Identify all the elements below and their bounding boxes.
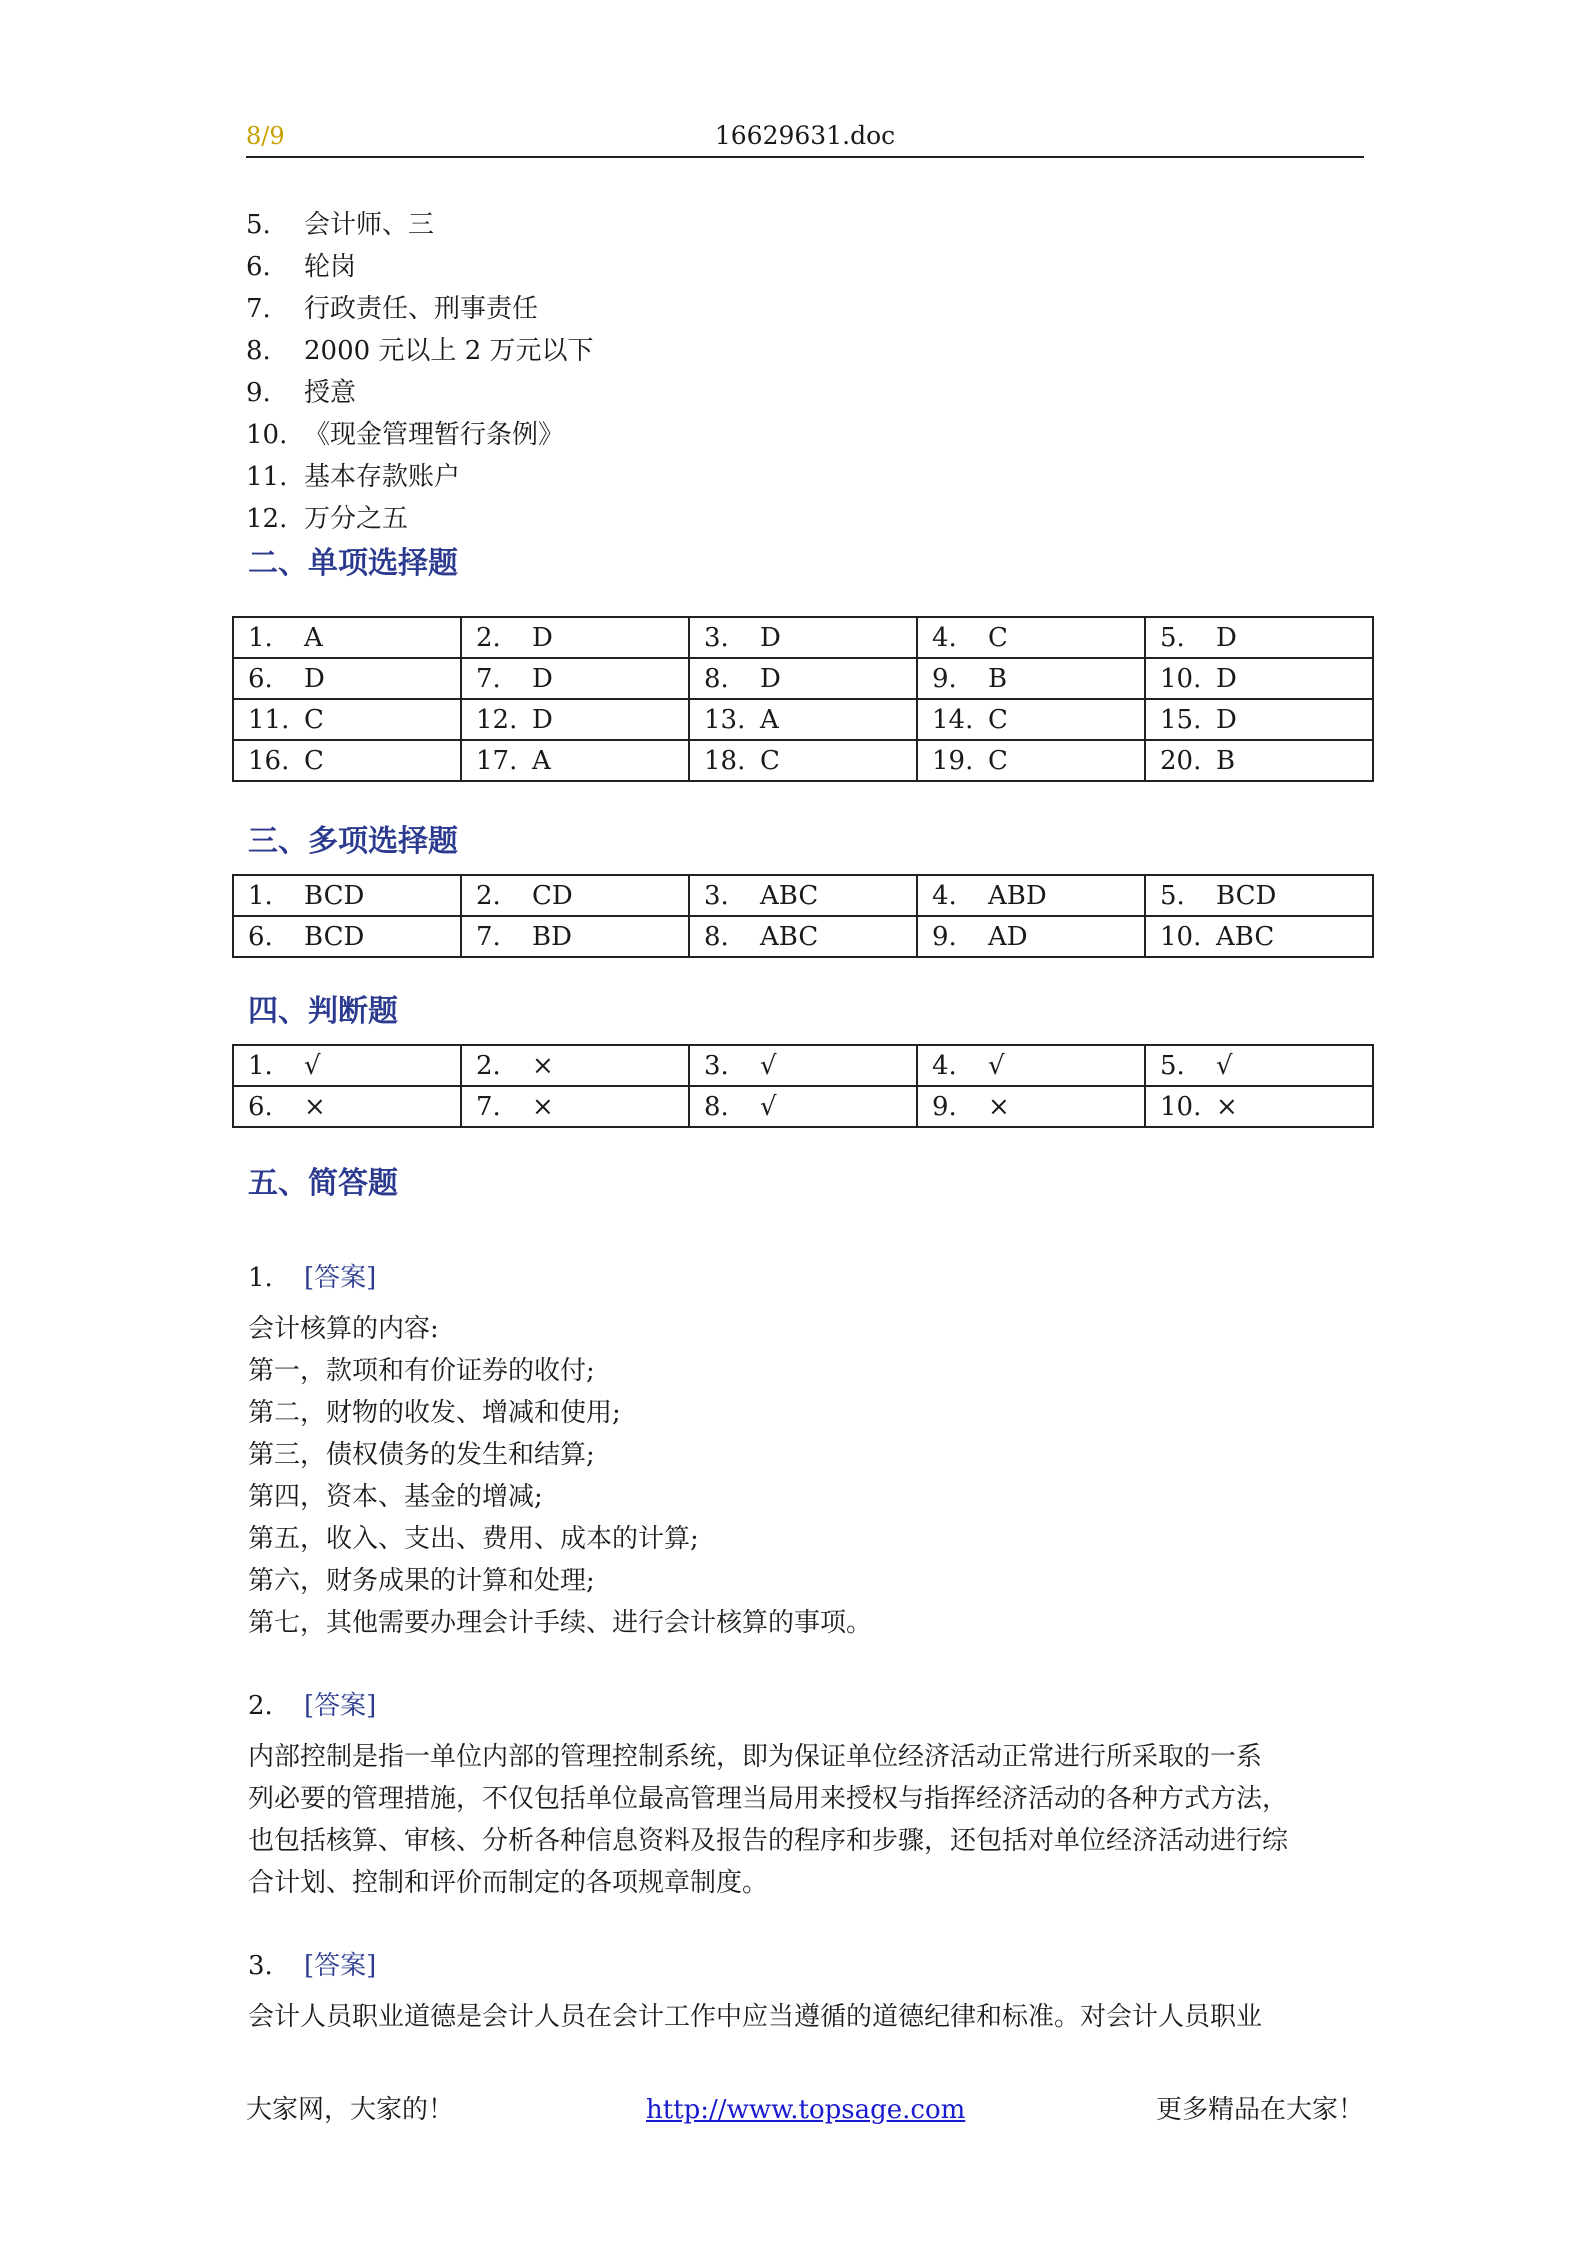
table-cell	[1145, 1086, 1373, 1127]
section-heading-true-false: 四、判断题	[248, 994, 398, 1029]
answer-text-line: 也包括核算、审核、分析各种信息资料及报告的程序和步骤，还包括对单位经济活动进行综	[248, 1826, 1289, 1856]
list-item	[246, 330, 1346, 372]
answer-text-line: 第五，收入、支出、费用、成本的计算;	[248, 1524, 699, 1554]
answer-value: AD	[988, 921, 1028, 952]
table-cell	[1145, 617, 1373, 658]
answer-text-line: 第二，财物的收发、增减和使用;	[248, 1398, 621, 1428]
answer-text-line: 第一，款项和有价证券的收付;	[248, 1356, 595, 1386]
table-cell	[461, 1086, 689, 1127]
table-cell	[1145, 916, 1373, 957]
answer-text-line: 第七，其他需要办理会计手续、进行会计核算的事项。	[248, 1608, 873, 1638]
list-item-number: 5.	[246, 210, 271, 240]
question-number: 10.	[1160, 1091, 1202, 1122]
table-cell	[689, 740, 917, 781]
question-number: 17.	[476, 745, 518, 776]
list-item-number: 9.	[246, 378, 271, 408]
answer-label	[248, 1686, 1358, 1726]
answer-value: ×	[532, 1091, 554, 1122]
list-item-text: 万分之五	[304, 504, 409, 534]
list-item-number: 10.	[246, 420, 288, 450]
table-cell	[689, 617, 917, 658]
question-number: 19.	[932, 745, 974, 776]
question-number: 8.	[704, 663, 729, 694]
answer-value: A	[532, 745, 551, 776]
table-cell	[233, 875, 461, 916]
table-cell	[1145, 740, 1373, 781]
answer-value: C	[988, 622, 1008, 653]
answer-text-line: 合计划、控制和评价而制定的各项规章制度。	[248, 1868, 769, 1898]
page-total: 9	[269, 122, 285, 150]
answer-value: A	[304, 622, 323, 653]
footer-website-link[interactable]: http://www.topsage.com	[646, 2095, 966, 2125]
table-row	[233, 658, 1373, 699]
page-header	[246, 122, 1364, 158]
question-number: 6.	[248, 921, 273, 952]
short-answer-2	[248, 1686, 1358, 1904]
question-number: 3.	[704, 880, 729, 911]
table-cell	[461, 699, 689, 740]
question-number: 12.	[476, 704, 518, 735]
answer-value: B	[1216, 745, 1236, 776]
answer-value: D	[1216, 622, 1237, 653]
table-cell	[689, 875, 917, 916]
answer-value: D	[532, 704, 553, 735]
list-item-number: 7.	[246, 294, 271, 324]
table-cell	[917, 617, 1145, 658]
question-number: 9.	[932, 1091, 957, 1122]
answer-label	[248, 1258, 1358, 1298]
table-cell	[461, 1045, 689, 1086]
list-item-text: 《现金管理暂行条例》	[304, 420, 565, 450]
list-item	[246, 498, 1346, 540]
answer-value: √	[988, 1050, 1005, 1081]
list-item-text: 基本存款账户	[304, 462, 461, 492]
answer-value: B	[988, 663, 1008, 694]
table-row	[233, 740, 1373, 781]
multiple-choice-answer-table	[232, 874, 1374, 958]
question-number: 2.	[476, 880, 501, 911]
question-number: 20.	[1160, 745, 1202, 776]
answer-tag: [答案]	[304, 1263, 377, 1293]
list-item-text: 2000 元以上 2 万元以下	[304, 336, 594, 366]
list-item-text: 会计师、三	[304, 210, 435, 240]
answer-value: ABC	[1216, 921, 1275, 952]
answer-text-line: 第三，债权债务的发生和结算;	[248, 1440, 595, 1470]
footer-slogan-right: 更多精品在大家！	[1155, 2095, 1364, 2125]
table-cell	[1145, 658, 1373, 699]
question-number: 9.	[932, 921, 957, 952]
document-name: 16629631.doc	[714, 121, 896, 150]
list-item-number: 11.	[246, 462, 288, 492]
question-number: 3.	[704, 1050, 729, 1081]
question-number: 18.	[704, 745, 746, 776]
question-number: 6.	[248, 1091, 273, 1122]
table-cell	[917, 875, 1145, 916]
question-number: 6.	[248, 663, 273, 694]
table-cell	[233, 916, 461, 957]
question-number: 7.	[476, 1091, 501, 1122]
table-cell	[917, 699, 1145, 740]
question-number: 1.	[248, 622, 273, 653]
question-number: 2.	[476, 1050, 501, 1081]
question-number: 7.	[476, 663, 501, 694]
table-cell	[689, 1086, 917, 1127]
list-item	[246, 288, 1346, 330]
answer-text-line: 列必要的管理措施，不仅包括单位最高管理当局用来授权与指挥经济活动的各种方式方法，	[248, 1784, 1289, 1814]
table-row	[233, 916, 1373, 957]
list-item-text: 行政责任、刑事责任	[304, 294, 539, 324]
list-item	[246, 456, 1346, 498]
question-number: 3.	[248, 1951, 273, 1981]
page-current: 8	[246, 122, 262, 150]
section-heading-short-answer: 五、简答题	[248, 1166, 398, 1201]
question-number: 5.	[1160, 880, 1185, 911]
answer-value: BCD	[304, 921, 365, 952]
page-separator: /	[261, 122, 270, 150]
answer-text-line: 第六，财务成果的计算和处理;	[248, 1566, 595, 1596]
table-cell	[233, 740, 461, 781]
question-number: 5.	[1160, 1050, 1185, 1081]
list-item	[246, 414, 1346, 456]
table-row	[233, 1086, 1373, 1127]
question-number: 1.	[248, 880, 273, 911]
question-number: 15.	[1160, 704, 1202, 735]
question-number: 7.	[476, 921, 501, 952]
answer-text-line: 第四，资本、基金的增减;	[248, 1482, 543, 1512]
answer-value: √	[304, 1050, 321, 1081]
answer-value: C	[760, 745, 780, 776]
question-number: 4.	[932, 622, 957, 653]
table-cell	[917, 658, 1145, 699]
answer-text-line: 会计核算的内容:	[248, 1314, 439, 1344]
table-cell	[233, 1045, 461, 1086]
table-cell	[461, 916, 689, 957]
answer-value: D	[304, 663, 325, 694]
question-number: 1.	[248, 1263, 273, 1293]
table-cell	[917, 1045, 1145, 1086]
table-row	[233, 875, 1373, 916]
page-footer	[246, 2090, 1364, 2130]
answer-value: ×	[304, 1091, 326, 1122]
answer-value: BCD	[304, 880, 365, 911]
fill-in-answer-list	[246, 204, 1346, 540]
answer-value: C	[304, 745, 324, 776]
answer-value: ×	[532, 1050, 554, 1081]
question-number: 8.	[704, 921, 729, 952]
answer-label	[248, 1946, 1358, 1986]
table-cell	[1145, 699, 1373, 740]
answer-value: √	[760, 1091, 777, 1122]
answer-value: √	[760, 1050, 777, 1081]
table-cell	[917, 740, 1145, 781]
answer-text-line: 会计人员职业道德是会计人员在会计工作中应当遵循的道德纪律和标准。对会计人员职业	[248, 2002, 1263, 2032]
single-choice-answer-table	[232, 616, 1374, 782]
answer-value: C	[304, 704, 324, 735]
answer-value: C	[988, 704, 1008, 735]
list-item-number: 12.	[246, 504, 288, 534]
table-cell	[461, 740, 689, 781]
table-cell	[233, 1086, 461, 1127]
section-heading-single-choice: 二、单项选择题	[248, 546, 458, 581]
table-cell	[689, 916, 917, 957]
answer-value: D	[760, 663, 781, 694]
short-answer-3	[248, 1946, 1358, 2038]
answer-value: ×	[1216, 1091, 1238, 1122]
answer-value: CD	[532, 880, 573, 911]
question-number: 3.	[704, 622, 729, 653]
question-number: 1.	[248, 1050, 273, 1081]
table-row	[233, 699, 1373, 740]
answer-value: C	[988, 745, 1008, 776]
question-number: 14.	[932, 704, 974, 735]
footer-slogan-left: 大家网，大家的！	[246, 2095, 455, 2125]
list-item	[246, 204, 1346, 246]
answer-text-line: 内部控制是指一单位内部的管理控制系统，即为保证单位经济活动正常进行所采取的一系	[248, 1742, 1263, 1772]
answer-value: D	[1216, 663, 1237, 694]
question-number: 9.	[932, 663, 957, 694]
question-number: 4.	[932, 1050, 957, 1081]
question-number: 4.	[932, 880, 957, 911]
answer-value: D	[532, 663, 553, 694]
answer-value: √	[1216, 1050, 1233, 1081]
answer-tag: [答案]	[304, 1951, 377, 1981]
question-number: 2.	[248, 1691, 273, 1721]
table-row	[233, 617, 1373, 658]
question-number: 13.	[704, 704, 746, 735]
table-cell	[233, 617, 461, 658]
table-cell	[1145, 1045, 1373, 1086]
list-item-number: 6.	[246, 252, 271, 282]
table-cell	[1145, 875, 1373, 916]
answer-tag: [答案]	[304, 1691, 377, 1721]
table-cell	[461, 617, 689, 658]
list-item-text: 授意	[304, 378, 357, 408]
answer-value: ABD	[988, 880, 1047, 911]
question-number: 16.	[248, 745, 290, 776]
table-cell	[917, 916, 1145, 957]
true-false-answer-table	[232, 1044, 1374, 1128]
question-number: 11.	[248, 704, 290, 735]
answer-value: D	[532, 622, 553, 653]
answer-value: ABC	[760, 921, 819, 952]
section-heading-multiple-choice: 三、多项选择题	[248, 824, 458, 859]
question-number: 5.	[1160, 622, 1185, 653]
table-cell	[461, 658, 689, 699]
short-answer-1	[248, 1258, 1358, 1644]
answer-value: D	[1216, 704, 1237, 735]
table-cell	[233, 699, 461, 740]
answer-value: ×	[988, 1091, 1010, 1122]
table-cell	[689, 1045, 917, 1086]
table-cell	[461, 875, 689, 916]
table-cell	[233, 658, 461, 699]
question-number: 2.	[476, 622, 501, 653]
answer-value: ABC	[760, 880, 819, 911]
question-number: 10.	[1160, 663, 1202, 694]
list-item-text: 轮岗	[304, 252, 357, 282]
table-cell	[689, 658, 917, 699]
question-number: 10.	[1160, 921, 1202, 952]
answer-value: BD	[532, 921, 572, 952]
list-item-number: 8.	[246, 336, 271, 366]
list-item	[246, 246, 1346, 288]
table-row	[233, 1045, 1373, 1086]
question-number: 8.	[704, 1091, 729, 1122]
list-item	[246, 372, 1346, 414]
answer-value: A	[760, 704, 779, 735]
answer-value: BCD	[1216, 880, 1277, 911]
answer-value: D	[760, 622, 781, 653]
table-cell	[917, 1086, 1145, 1127]
table-cell	[689, 699, 917, 740]
